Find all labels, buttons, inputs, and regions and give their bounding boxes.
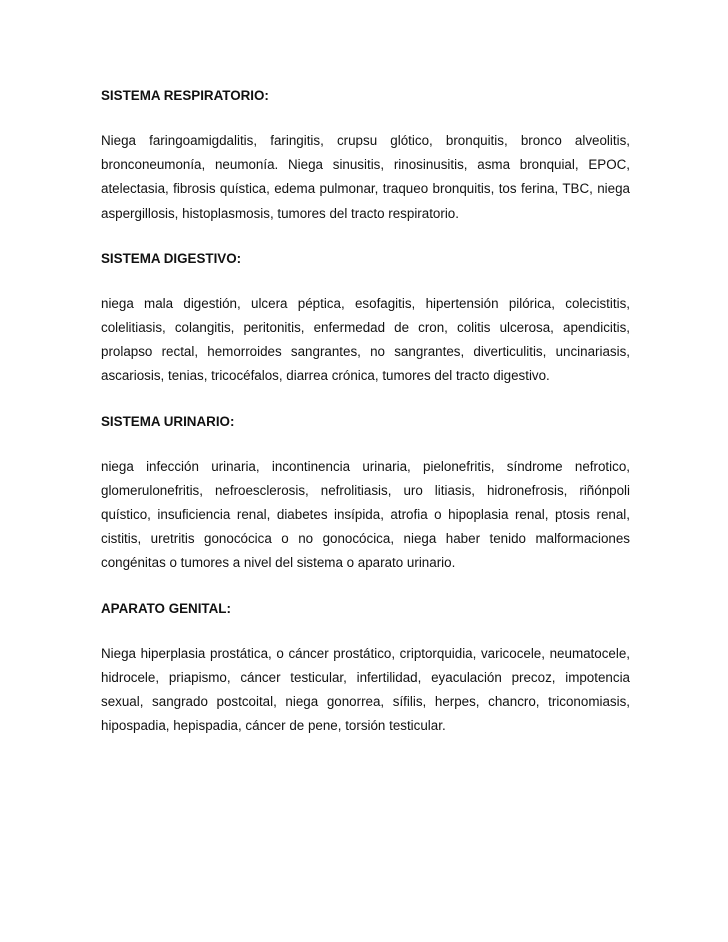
- section-body: niega mala digestión, ulcera péptica, esofagitis, hipertensión pilórica, colecistitis, colelitiasis, colangitis, peritonitis, enfermedad de cron, colitis ulcerosa, apendicitis, prolapso rectal, hemorroides sangrantes, no sangrantes, diverticulitis, uncinariasis, ascariosis, tenias, tricocéfalos, diarrea crónica, tumores del tracto digestivo.: [101, 295, 630, 384]
- section-heading: SISTEMA RESPIRATORIO:: [101, 88, 269, 103]
- section-respiratorio: [101, 84, 630, 247]
- section-body: Niega hiperplasia prostática, o cáncer prostático, criptorquidia, varicocele, neumatocele, hidrocele, priapismo, cáncer testicular, infertilidad, eyaculación precoz, impotencia sexual, sangrado postcoital, niega gonorrea, sífilis, herpes, chancro, triconomiasis, hipospadia, hepispadia, cáncer de pene, torsión testicular.: [101, 645, 630, 734]
- section-genital: [101, 597, 630, 739]
- section-body: niega infección urinaria, incontinencia urinaria, pielonefritis, síndrome nefrotico, glomerulonefritis, nefroesclerosis, nefrolitiasis, uro litiasis, hidronefrosis, riñónpoli quístico, insuficiencia renal, diabetes insípida, atrofia o hipoplasia renal, ptosis renal, cistitis, uretritis gonocócica o no gonocócica, niega haber tenido malformaciones congénitas o tumores a nivel del sistema o aparato urinario.: [101, 458, 630, 571]
- section-heading: SISTEMA DIGESTIVO:: [101, 250, 242, 266]
- section-heading: APARATO GENITAL:: [101, 600, 231, 616]
- section-urinario: [101, 410, 630, 597]
- section-digestivo: [101, 247, 630, 410]
- section-heading: SISTEMA URINARIO:: [101, 413, 235, 429]
- document-page: [101, 84, 630, 738]
- section-body: Niega faringoamigdalitis, faringitis, crupsu glótico, bronquitis, bronco alveolitis, bronconeumonía, neumonía. Niega sinusitis, rinosinusitis, asma bronquial, EPOC, atelectasia, fibrosis quística, edema pulmonar, traqueo bronquitis, tos ferina, TBC, niega aspergillosis, histoplasmosis, tumores del tracto respiratorio.: [101, 133, 630, 221]
